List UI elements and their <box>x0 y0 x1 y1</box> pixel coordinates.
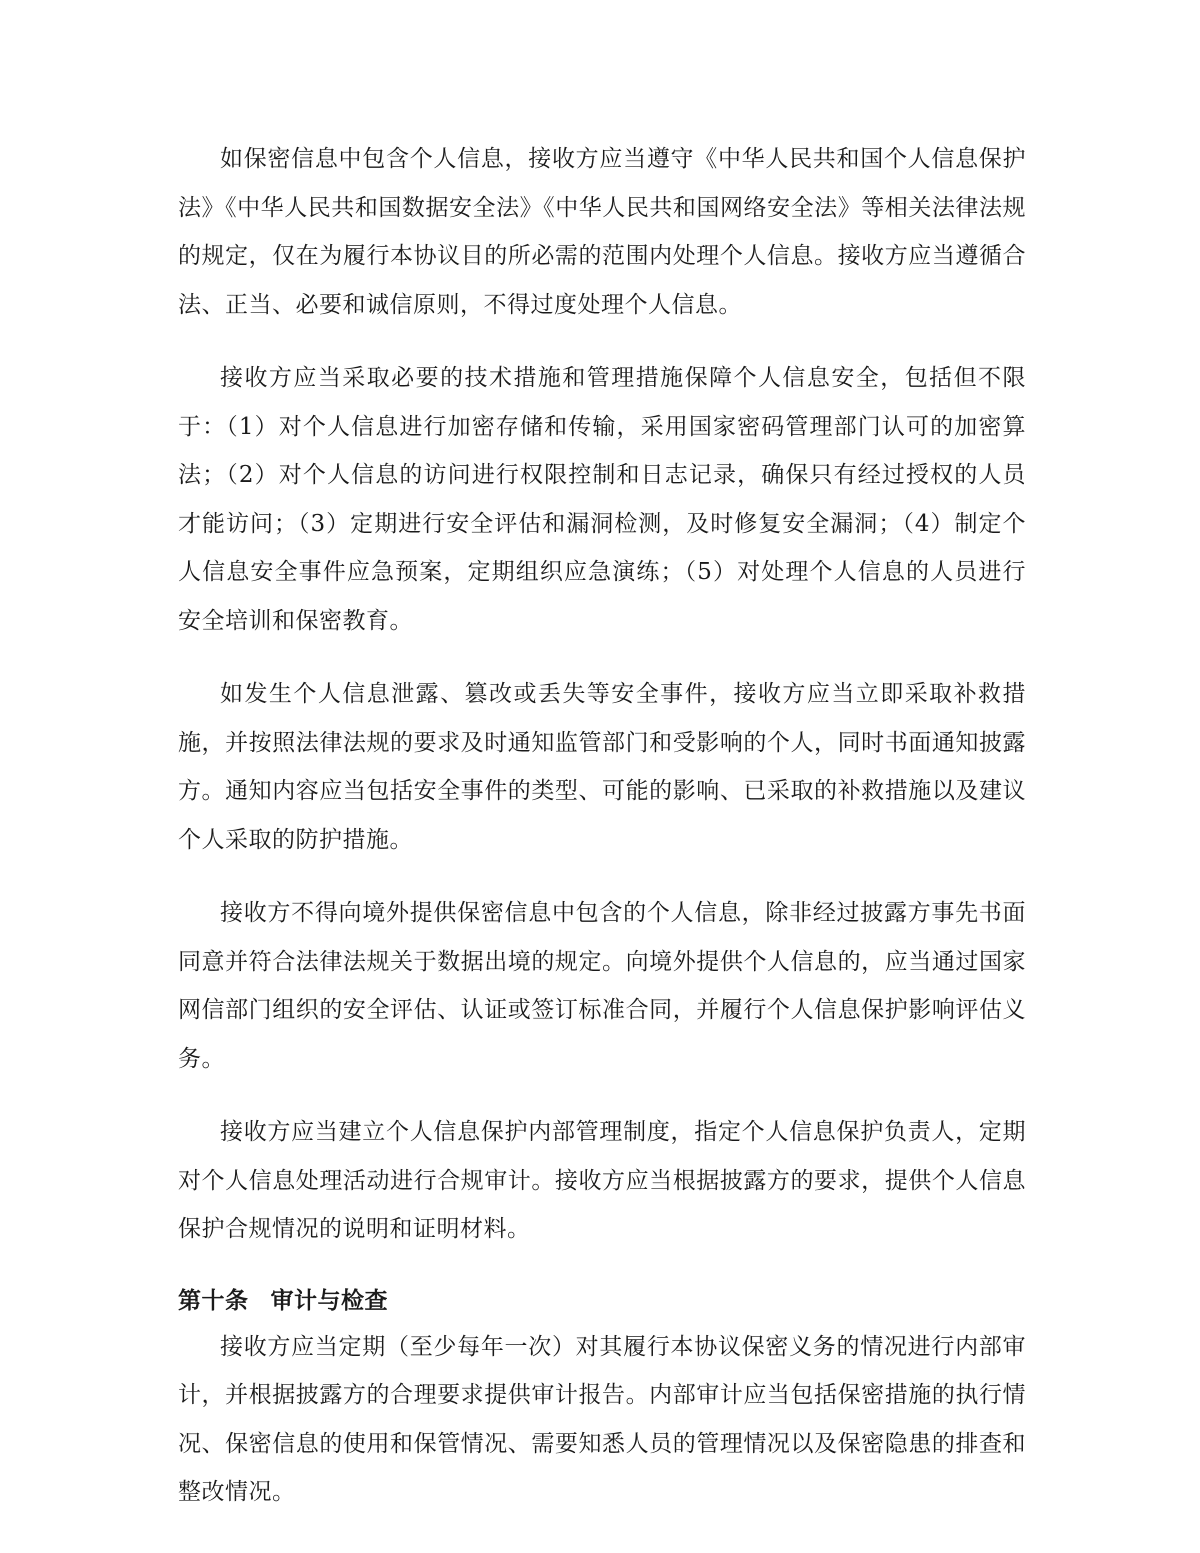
paragraph-incident-response: 如发生个人信息泄露、篡改或丢失等安全事件，接收方应当立即采取补救措施，并按照法律法规的要求及时通知监管部门和受影响的个人，同时书面通知披露方。通知内容应当包括安全事件的类型、可能的影响、已采取的补救措施以及建议个人采取的防护措施。 <box>178 681 1026 853</box>
paragraph-cross-border-transfer: 接收方不得向境外提供保密信息中包含的个人信息，除非经过披露方事先书面同意并符合法律法规关于数据出境的规定。向境外提供个人信息的，应当通过国家网信部门组织的安全评估、认证或签订标准合同，并履行个人信息保护影响评估义务。 <box>178 900 1026 1072</box>
section-title: 审计与检查 <box>270 1287 388 1314</box>
paragraph-audit: 接收方应当定期（至少每年一次）对其履行本协议保密义务的情况进行内部审计，并根据披露方的合理要求提供审计报告。内部审计应当包括保密措施的执行情况、保密信息的使用和保管情况、需要知悉人员的管理情况以及保密隐患的排查和整改情况。 <box>178 1333 1026 1505</box>
section-heading <box>178 1279 1026 1323</box>
paragraph-internal-management: 接收方应当建立个人信息保护内部管理制度，指定个人信息保护负责人，定期对个人信息处理活动进行合规审计。接收方应当根据披露方的要求，提供个人信息保护合规情况的说明和证明材料。 <box>178 1119 1026 1242</box>
section-number: 第十条 <box>178 1287 249 1314</box>
paragraph-personal-info-compliance: 如保密信息中包含个人信息，接收方应当遵守《中华人民共和国个人信息保护法》《中华人民共和国数据安全法》《中华人民共和国网络安全法》等相关法律法规的规定，仅在为履行本协议目的所必需的范围内处理个人信息。接收方应当遵循合法、正当、必要和诚信原则，不得过度处理个人信息。 <box>178 146 1026 318</box>
paragraph-security-measures: 接收方应当采取必要的技术措施和管理措施保障个人信息安全，包括但不限于：（1）对个人信息进行加密存储和传输，采用国家密码管理部门认可的加密算法；（2）对个人信息的访问进行权限控制和日志记录，确保只有经过授权的人员才能访问；（3）定期进行安全评估和漏洞检测，及时修复安全漏洞；（4）制定个人信息安全事件应急预案，定期组织应急演练；（5）对处理个人信息的人员进行安全培训和保密教育。 <box>178 365 1026 634</box>
document-body <box>178 135 1026 1542</box>
